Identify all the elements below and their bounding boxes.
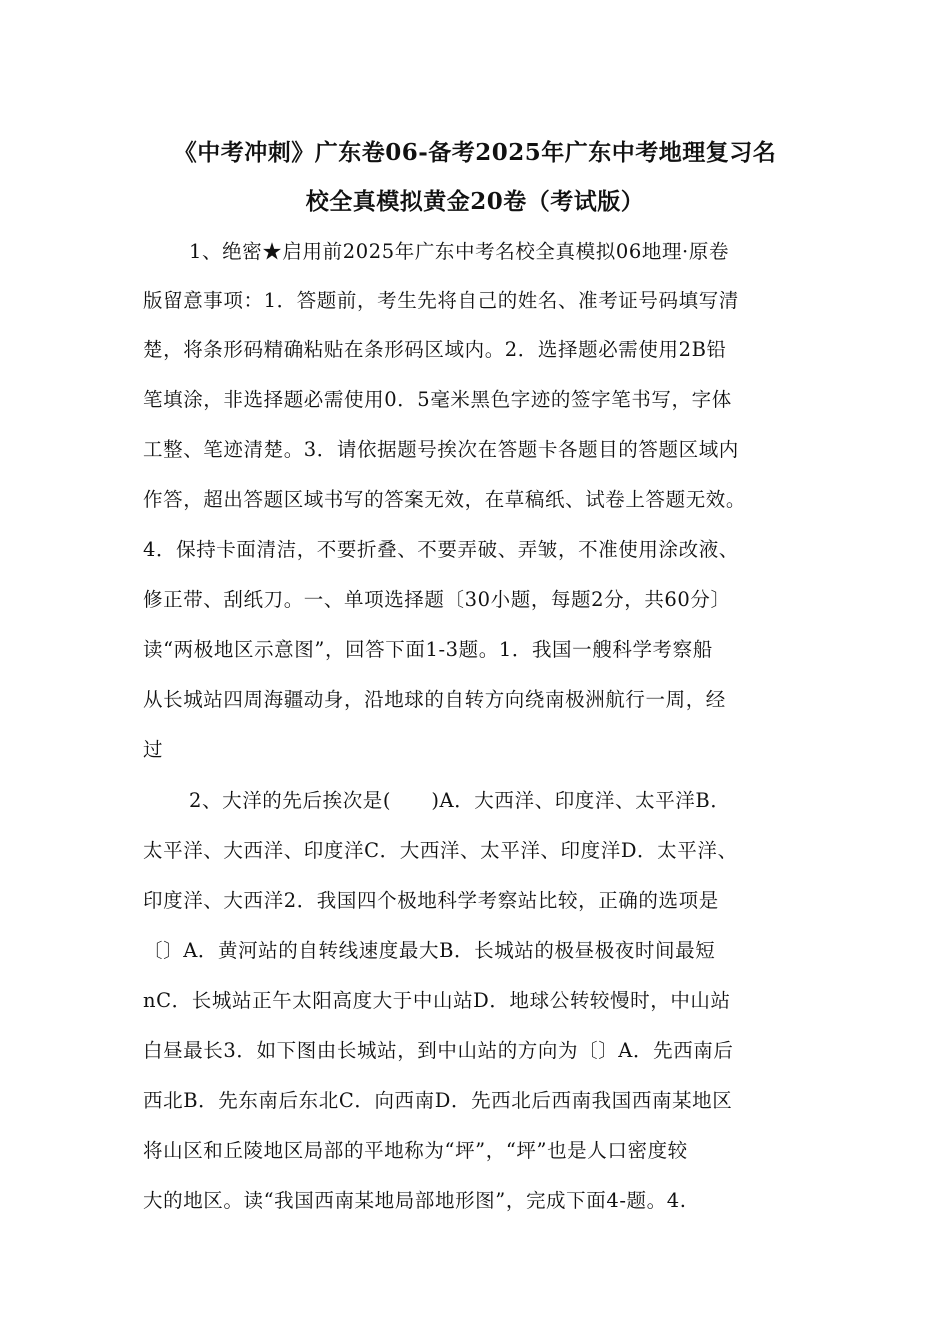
paragraph-2-line-4: 〔〕A．黄河站的自转线速度最大B．长城站的极昼极夜时间最短 [143, 939, 716, 962]
paragraph-2-line-5: nC．长城站正午太阳高度大于中山站D．地球公转较慢时，中山站 [143, 989, 731, 1012]
paragraph-2-line-7: 西北B．先东南后东北C．向西南D．先西北后西南我国西南某地区 [143, 1089, 733, 1112]
paragraph-1-line-9: 读“两极地区示意图”，回答下面1-3题。1．我国一艘科学考察船 [143, 638, 713, 661]
paragraph-1-line-4: 笔填涂，非选择题必需使用0．5毫米黑色字迹的签字笔书写，字体 [143, 388, 732, 411]
document-title-line-2: 校全真模拟黄金20卷（考试版） [305, 188, 645, 215]
paragraph-1-line-7: 4．保持卡面清洁，不要折叠、不要弄破、弄皱，不准使用涂改液、 [143, 538, 739, 561]
paragraph-1-line-5: 工整、笔迹清楚。3．请依据题号挨次在答题卡各题目的答题区域内 [143, 438, 739, 461]
paragraph-1-line-1: 1、绝密★启用前2025年广东中考名校全真模拟06地理·原卷 [189, 240, 730, 263]
paragraph-1-line-11: 过 [143, 738, 164, 761]
document-title-line-1: 《中考冲刺》广东卷06-备考2025年广东中考地理复习名 [173, 139, 777, 166]
paragraph-1-line-3: 楚，将条形码精确粘贴在条形码区域内。2．选择题必需使用2B铅 [143, 338, 727, 361]
paragraph-2-line-1: 2、大洋的先后挨次是( )A．大西洋、印度洋、太平洋B． [189, 789, 731, 812]
paragraph-2-line-9: 大的地区。读“我国西南某地局部地形图”，完成下面4-题。4. [143, 1189, 687, 1212]
paragraph-2-line-6: 白昼最长3．如下图由长城站，到中山站的方向为〔〕A．先西南后 [143, 1039, 734, 1062]
paragraph-1-line-6: 作答，超出答题区域书写的答案无效，在草稿纸、试卷上答题无效。 [143, 488, 747, 511]
paragraph-1-line-2: 版留意事项：1．答题前，考生先将自己的姓名、准考证号码填写清 [143, 289, 739, 312]
paragraph-2-line-3: 印度洋、大西洋2．我国四个极地科学考察站比较，正确的选项是 [143, 889, 719, 912]
paragraph-2-line-2: 太平洋、大西洋、印度洋C．大西洋、太平洋、印度洋D．太平洋、 [143, 839, 738, 862]
paragraph-1-line-10: 从长城站四周海疆动身，沿地球的自转方向绕南极洲航行一周，经 [143, 688, 726, 711]
paragraph-1-line-8: 修正带、刮纸刀。一、单项选择题〔30小题，每题2分，共60分〕 [143, 588, 731, 611]
paragraph-2-line-8: 将山区和丘陵地区局部的平地称为“坪”，“坪”也是人口密度较 [143, 1139, 688, 1162]
